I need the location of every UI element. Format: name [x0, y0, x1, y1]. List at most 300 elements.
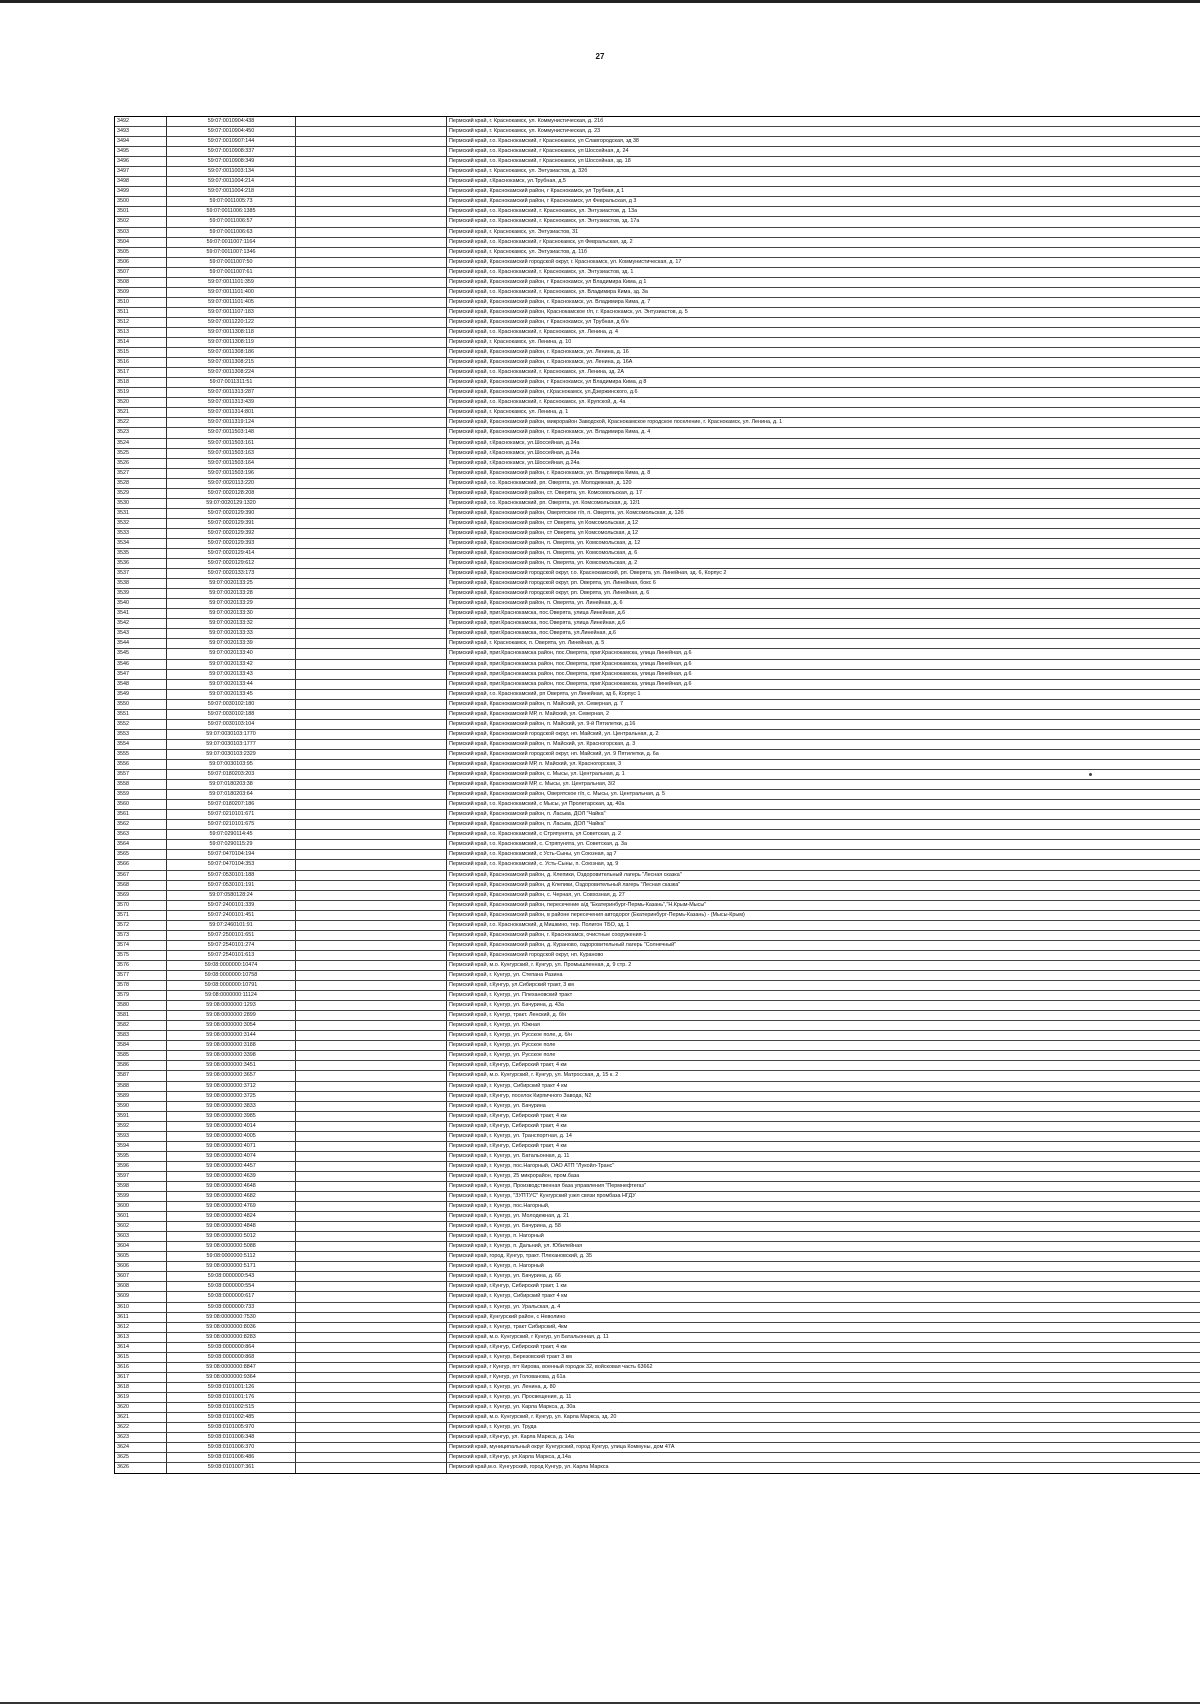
address-cell: Пермский край, г. Краснокамск, ул. Энтузиастов, 31: [449, 228, 579, 235]
row-number-cell: 3561: [115, 810, 167, 819]
row-number-cell: 3493: [115, 127, 167, 136]
address-cell: Пермский край, г. Кунгур, ул. Русское поле: [449, 1052, 556, 1059]
cadastral-number-cell: 59:08:0000000:4848: [167, 1222, 296, 1231]
address-cell: Пермский край, Краснокамский район, п. Оверята, ул. Комсомольская, д. 6: [449, 550, 638, 557]
empty-cell: [296, 891, 447, 900]
row-number-cell: 3521: [115, 408, 167, 417]
table-row: [115, 378, 1200, 388]
table-row: [115, 1122, 1200, 1132]
table-row: [115, 1102, 1200, 1112]
empty-cell: [296, 408, 447, 417]
address-cell: Пермский край, Краснокамский район, Оверятское г/п, п. Оверята, ул. Комсомольская, д. 12б: [449, 509, 684, 516]
row-number-cell: 3618: [115, 1383, 167, 1392]
address-cell: Пермский край, Краснокамский городской округ, рп. Оверята, ул. Линейная, бокс 6: [449, 580, 656, 587]
cadastral-number-cell: 59:08:0000000:10791: [167, 981, 296, 990]
address-cell: Пермский край,м.о. Кунгурский, город Кунгур, ул. Карла Маркса: [449, 1464, 609, 1471]
table-row: [115, 649, 1200, 659]
row-number-cell: 3572: [115, 921, 167, 930]
address-cell: Пермский край, приг.Краснокамска район, пос.Оверята, приг.Краснокамска, улица Линейная, д.6: [449, 660, 692, 667]
row-number-cell: 3541: [115, 609, 167, 618]
cadastral-number-cell: 59:07:0030102:180: [167, 700, 296, 709]
table-row: [115, 740, 1200, 750]
address-cell: Пермский край, приг.Краснокамска, пос.Оверята, улица Линейная, д.6: [449, 610, 626, 617]
address-cell: Пермский край, Краснокамский район, п. Оверята, ул. Линейная, д. 6: [449, 600, 623, 607]
address-cell: Пермский край, г. Кунгур, Производственная база управления "Пермнефтегаз": [449, 1182, 646, 1189]
empty-cell: [296, 1413, 447, 1422]
address-cell: Пермский край, Краснокамский район, г. Краснокамск, ул. Ленина, д. 16А: [449, 359, 633, 366]
cadastral-number-cell: 59:07:0030103:2329: [167, 750, 296, 759]
empty-cell: [296, 1252, 447, 1261]
table-row: [115, 790, 1200, 800]
empty-cell: [296, 137, 447, 146]
address-cell: Пермский край, приг.Краснокамска, пос.Оверята, улица Линейная, д.6: [449, 620, 626, 627]
empty-cell: [296, 589, 447, 598]
row-number-cell: 3532: [115, 519, 167, 528]
empty-cell: [296, 1102, 447, 1111]
row-number-cell: 3528: [115, 479, 167, 488]
table-row: [115, 1443, 1200, 1453]
empty-cell: [296, 479, 447, 488]
row-number-cell: 3619: [115, 1393, 167, 1402]
empty-cell: [296, 1162, 447, 1171]
table-row: [115, 629, 1200, 639]
table-row: [115, 1363, 1200, 1373]
address-cell: Пермский край, г.Кунгур, Сибирский тракт, 1 км: [449, 1283, 567, 1290]
table-row: [115, 700, 1200, 710]
address-cell: Пермский край, г.Краснокамск, ул.Шоссейная, д.24а: [449, 459, 580, 466]
address-cell: Пермский край, г. Кунгур, ул. Бачурина, д. 66: [449, 1273, 561, 1280]
empty-cell: [296, 308, 447, 317]
address-cell: Пермский край, Краснокамский район, ст Оверята, ул Комсомольская, д 12: [449, 529, 639, 536]
row-number-cell: 3503: [115, 228, 167, 237]
table-row: [115, 1453, 1200, 1463]
address-cell: Пермский край, г.о. Краснокамский, с Мысы, ул Пролетарская, зд. 40а: [449, 801, 625, 808]
row-number-cell: 3492: [115, 117, 167, 126]
empty-cell: [296, 1202, 447, 1211]
row-number-cell: 3553: [115, 730, 167, 739]
address-cell: Пермский край, г.о. Краснокамский, г Краснокамск, ул Шоссейная, д. 24: [449, 148, 629, 155]
table-row: [115, 1343, 1200, 1353]
address-cell: Пермский край, Краснокамский район, микрорайон Заводской, Краснокамское городское поселение, г. Краснокамск, ул. Ленина, д. 1: [449, 419, 783, 426]
cadastral-number-cell: 59:07:0011308:224: [167, 368, 296, 377]
address-cell: Пермский край, г.о. Краснокамский, г. Краснокамск, ул. Ленина, д. 4: [449, 328, 619, 335]
cadastral-number-cell: 59:08:0000000:4014: [167, 1122, 296, 1131]
empty-cell: [296, 991, 447, 1000]
empty-cell: [296, 519, 447, 528]
table-row: [115, 187, 1200, 197]
row-number-cell: 3617: [115, 1373, 167, 1382]
cadastral-number-cell: 59:08:0000000:4005: [167, 1132, 296, 1141]
empty-cell: [296, 288, 447, 297]
address-cell: Пермский край, г.о. Краснокамский, с Стряпунята, ул Советская, д. 2: [449, 831, 622, 838]
address-cell: Пермский край, г.о. Краснокамский, г. Краснокамск, ул. Крупской, д. 4а: [449, 399, 626, 406]
empty-cell: [296, 609, 447, 618]
empty-cell: [296, 268, 447, 277]
cadastral-number-cell: 59:08:0000000:5012: [167, 1232, 296, 1241]
table-row: [115, 348, 1200, 358]
row-number-cell: 3519: [115, 388, 167, 397]
row-number-cell: 3615: [115, 1353, 167, 1362]
row-number-cell: 3516: [115, 358, 167, 367]
cadastral-number-cell: 59:07:0011313:287: [167, 388, 296, 397]
row-number-cell: 3539: [115, 589, 167, 598]
address-cell: Пермский край, г.Краснокамск, ул.Трубная, д.5: [449, 178, 566, 185]
address-cell: Пермский край, г.о. Краснокамский, г. Краснокамск, ул. Энтузиастов, д. 13а: [449, 208, 638, 215]
row-number-cell: 3620: [115, 1403, 167, 1412]
address-cell: Пермский край, Краснокамский район, г.Краснокамск, ул.Дзержинского, д.6: [449, 389, 638, 396]
address-cell: Пермский край, г. Кунгур, ул. Бачурина: [449, 1102, 546, 1109]
table-row: [115, 117, 1200, 127]
table-row: [115, 921, 1200, 931]
cadastral-number-cell: 59:08:0000000:868: [167, 1353, 296, 1362]
cadastral-number-cell: 59:08:0000000:3985: [167, 1112, 296, 1121]
address-cell: Пермский край, г. Кунгур, ул. Молодежная, д. 21: [449, 1213, 570, 1220]
table-row: [115, 1192, 1200, 1202]
empty-cell: [296, 1423, 447, 1432]
cadastral-number-cell: 59:08:0000000:4824: [167, 1212, 296, 1221]
cadastral-number-cell: 59:07:0580128:24: [167, 891, 296, 900]
cadastral-number-cell: 59:08:0000000:543: [167, 1272, 296, 1281]
row-number-cell: 3577: [115, 971, 167, 980]
table-row: [115, 358, 1200, 368]
address-cell: Пермский край, Краснокамский район, д Клепики, Оздоровительный лагерь "Лесная сказка": [449, 881, 681, 888]
table-row: [115, 961, 1200, 971]
cadastral-number-cell: 59:07:0011007:50: [167, 258, 296, 267]
table-row: [115, 1132, 1200, 1142]
address-cell: Пермский край, г.Краснокамск, ул.Шоссейная, д.24а: [449, 449, 580, 456]
row-number-cell: 3497: [115, 167, 167, 176]
row-number-cell: 3580: [115, 1001, 167, 1010]
table-row: [115, 217, 1200, 227]
cadastral-number-cell: 59:07:0290115:29: [167, 840, 296, 849]
table-row: [115, 469, 1200, 479]
row-number-cell: 3574: [115, 941, 167, 950]
cadastral-number-cell: 59:08:0000000:8283: [167, 1333, 296, 1342]
cadastral-number-cell: 59:07:2540101:613: [167, 951, 296, 960]
empty-cell: [296, 1061, 447, 1070]
row-number-cell: 3523: [115, 428, 167, 437]
row-number-cell: 3510: [115, 298, 167, 307]
row-number-cell: 3588: [115, 1082, 167, 1091]
table-row: [115, 810, 1200, 820]
table-row: [115, 891, 1200, 901]
empty-cell: [296, 619, 447, 628]
row-number-cell: 3616: [115, 1363, 167, 1372]
cadastral-number-cell: 59:07:0011003:134: [167, 167, 296, 176]
row-number-cell: 3527: [115, 469, 167, 478]
empty-cell: [296, 710, 447, 719]
table-row: [115, 248, 1200, 258]
address-cell: Пермский край, г.о. Краснокамский, с Усть-Сыны, ул Союзная, зд 7: [449, 851, 617, 858]
empty-cell: [296, 177, 447, 186]
address-cell: Пермский край, г.Кунгур, Сибирский тракт, 4 км: [449, 1062, 567, 1069]
table-row: [115, 1463, 1200, 1473]
row-number-cell: 3535: [115, 549, 167, 558]
empty-cell: [296, 1453, 447, 1462]
empty-cell: [296, 1313, 447, 1322]
empty-cell: [296, 981, 447, 990]
row-number-cell: 3500: [115, 197, 167, 206]
empty-cell: [296, 1282, 447, 1291]
cadastral-number-cell: 59:07:0020129:612: [167, 559, 296, 568]
row-number-cell: 3562: [115, 820, 167, 829]
cadastral-number-cell: 59:08:0000000:4769: [167, 1202, 296, 1211]
row-number-cell: 3505: [115, 248, 167, 257]
empty-cell: [296, 881, 447, 890]
row-number-cell: 3594: [115, 1142, 167, 1151]
empty-cell: [296, 941, 447, 950]
cadastral-number-cell: 59:07:0020128:208: [167, 489, 296, 498]
row-number-cell: 3611: [115, 1313, 167, 1322]
table-row: [115, 529, 1200, 539]
row-number-cell: 3549: [115, 690, 167, 699]
row-number-cell: 3570: [115, 901, 167, 910]
address-cell: Пермский край, г. Кунгур, "ЗУПТУС" Кунгурский узел связи промбаза НГДУ: [449, 1193, 636, 1200]
cadastral-number-cell: 59:07:0011006:57: [167, 217, 296, 226]
empty-cell: [296, 1222, 447, 1231]
address-cell: Пермский край, г. Краснокамск, п. Оверята, ул. Линейная, д. 5: [449, 640, 605, 647]
table-row: [115, 1383, 1200, 1393]
table-row: [115, 1313, 1200, 1323]
table-row: [115, 428, 1200, 438]
cadastral-number-cell: 59:08:0000000:4648: [167, 1182, 296, 1191]
table-row: [115, 328, 1200, 338]
cadastral-number-cell: 59:07:0011101:400: [167, 288, 296, 297]
empty-cell: [296, 871, 447, 880]
table-row: [115, 539, 1200, 549]
empty-cell: [296, 1383, 447, 1392]
row-number-cell: 3544: [115, 639, 167, 648]
row-number-cell: 3610: [115, 1303, 167, 1312]
address-cell: Пермский край, Краснокамский район, п. Майский, ул. Северная, д. 7: [449, 700, 624, 707]
address-cell: Пермский край, Краснокамский городской округ, г. Краснокамск, ул. Коммунистическая, д. 17: [449, 258, 682, 265]
row-number-cell: 3545: [115, 649, 167, 658]
empty-cell: [296, 238, 447, 247]
row-number-cell: 3542: [115, 619, 167, 628]
cadastral-number-cell: 59:08:0101001:176: [167, 1393, 296, 1402]
row-number-cell: 3607: [115, 1272, 167, 1281]
table-row: [115, 589, 1200, 599]
row-number-cell: 3621: [115, 1413, 167, 1422]
empty-cell: [296, 599, 447, 608]
table-row: [115, 639, 1200, 649]
cadastral-number-cell: 59:07:0011005:73: [167, 197, 296, 206]
empty-cell: [296, 1433, 447, 1442]
table-row: [115, 860, 1200, 870]
cadastral-number-cell: 59:07:0011314:801: [167, 408, 296, 417]
table-row: [115, 398, 1200, 408]
table-row: [115, 1393, 1200, 1403]
cadastral-number-cell: 59:07:0030103:1770: [167, 730, 296, 739]
row-number-cell: 3509: [115, 288, 167, 297]
empty-cell: [296, 439, 447, 448]
table-row: [115, 197, 1200, 207]
address-cell: Пермский край, Краснокамский городской округ, рп. Оверята, ул. Линейная, д. 6: [449, 590, 650, 597]
cadastral-number-cell: 59:07:0030103:104: [167, 720, 296, 729]
table-row: [115, 278, 1200, 288]
address-cell: Пермский край, муниципальный округ Кунгурский, город Кунгур, улица Коммуны, дом 47А: [449, 1444, 675, 1451]
cadastral-number-cell: 59:07:0210101:671: [167, 810, 296, 819]
row-number-cell: 3609: [115, 1292, 167, 1301]
row-number-cell: 3576: [115, 961, 167, 970]
row-number-cell: 3596: [115, 1162, 167, 1171]
address-cell: Пермский край, г.Кунгур, ул. Карла Маркса, д. 14а: [449, 1434, 574, 1441]
address-cell: Пермский край, Краснокамский район, г Краснокамск, ул Февральская, д 3: [449, 198, 637, 205]
table-row: [115, 1323, 1200, 1333]
empty-cell: [296, 469, 447, 478]
address-cell: Пермский край, Краснокамский район, п. Майский, ул. 9-й Пятилетки, д.16: [449, 720, 636, 727]
address-cell: Пермский край, г.о. Краснокамский, г. Краснокамск, ул. Ленина, зд. 2А: [449, 369, 625, 376]
table-row: [115, 770, 1200, 780]
row-number-cell: 3575: [115, 951, 167, 960]
empty-cell: [296, 228, 447, 237]
cadastral-number-cell: 59:07:0011503:148: [167, 428, 296, 437]
cadastral-number-cell: 59:07:0020133:45: [167, 690, 296, 699]
table-row: [115, 1282, 1200, 1292]
table-row: [115, 338, 1200, 348]
empty-cell: [296, 398, 447, 407]
address-cell: Пермский край, г.Кунгур, Сибирский тракт, 4 км: [449, 1112, 567, 1119]
cadastral-number-cell: 59:07:0011107:183: [167, 308, 296, 317]
empty-cell: [296, 1082, 447, 1091]
cadastral-number-cell: 59:08:0000000:4639: [167, 1172, 296, 1181]
address-cell: Пермский край, г.о. Краснокамский, г Краснокамск, ул Славгородская, зд 38: [449, 138, 639, 145]
row-number-cell: 3599: [115, 1192, 167, 1201]
empty-cell: [296, 248, 447, 257]
table-row: [115, 780, 1200, 790]
cadastral-number-cell: 59:08:0000000:1293: [167, 1001, 296, 1010]
row-number-cell: 3566: [115, 860, 167, 869]
empty-cell: [296, 1363, 447, 1372]
table-row: [115, 599, 1200, 609]
address-cell: Пермский край, Краснокамский городской округ, г.о. Краснокамский, рп. Оверята, ул. Линейная, зд. 6, Корпус 2: [449, 570, 727, 577]
cadastral-number-cell: 59:07:0020133:28: [167, 589, 296, 598]
address-cell: Пермский край, Краснокамский МР, с. Мысы, ул. Центральная, 3/2: [449, 781, 616, 788]
row-number-cell: 3518: [115, 378, 167, 387]
row-number-cell: 3543: [115, 629, 167, 638]
table-row: [115, 1082, 1200, 1092]
address-cell: Пермский край, г. Кунгур, тракт Сибирский, 4км: [449, 1323, 568, 1330]
row-number-cell: 3525: [115, 449, 167, 458]
table-row: [115, 609, 1200, 619]
address-cell: Пермский край, г. Кунгур, ул. Транспортная, д. 14: [449, 1132, 572, 1139]
table-row: [115, 1373, 1200, 1383]
table-row: [115, 207, 1200, 217]
table-row: [115, 489, 1200, 499]
row-number-cell: 3626: [115, 1463, 167, 1473]
cadastral-number-cell: 59:08:0000000:5171: [167, 1262, 296, 1271]
row-number-cell: 3585: [115, 1051, 167, 1060]
empty-cell: [296, 780, 447, 789]
cadastral-number-cell: 59:07:0011007:1346: [167, 248, 296, 257]
empty-cell: [296, 720, 447, 729]
empty-cell: [296, 740, 447, 749]
address-cell: Пермский край, г.Краснокамск, ул.Шоссейная, д.24а: [449, 439, 580, 446]
cadastral-number-cell: 59:08:0000000:5112: [167, 1252, 296, 1261]
address-cell: Пермский край, г. Краснокамск, ул. Энтузиастов, д. 32б: [449, 168, 588, 175]
row-number-cell: 3550: [115, 700, 167, 709]
row-number-cell: 3608: [115, 1282, 167, 1291]
row-number-cell: 3593: [115, 1132, 167, 1141]
table-row: [115, 931, 1200, 941]
table-row: [115, 177, 1200, 187]
cadastral-number-cell: 59:07:0290114:45: [167, 830, 296, 839]
empty-cell: [296, 911, 447, 920]
row-number-cell: 3524: [115, 439, 167, 448]
row-number-cell: 3538: [115, 579, 167, 588]
address-cell: Пермский край, Краснокамский район, п. Оверята, ул. Комсомольская, д. 2: [449, 560, 638, 567]
cadastral-number-cell: 59:08:0000000:9364: [167, 1373, 296, 1382]
cadastral-number-cell: 59:07:0010907:144: [167, 137, 296, 146]
table-row: [115, 1202, 1200, 1212]
cadastral-number-cell: 59:07:0011503:196: [167, 469, 296, 478]
table-row: [115, 388, 1200, 398]
cadastral-number-cell: 59:08:0101002:515: [167, 1403, 296, 1412]
cadastral-number-cell: 59:08:0000000:3712: [167, 1082, 296, 1091]
cadastral-number-cell: 59:07:0011308:119: [167, 338, 296, 347]
empty-cell: [296, 217, 447, 226]
address-cell: Пермский край, г. Кунгур, ул. Карла Маркса, д. 30а: [449, 1404, 576, 1410]
table-row: [115, 238, 1200, 248]
empty-cell: [296, 187, 447, 196]
cadastral-number-cell: 59:07:0010904:450: [167, 127, 296, 136]
empty-cell: [296, 549, 447, 558]
table-row: [115, 268, 1200, 278]
table-row: [115, 298, 1200, 308]
row-number-cell: 3622: [115, 1423, 167, 1432]
address-cell: Пермский край, Краснокамский район, пересечение а/д "Екатеринбург-Пермь-Казань","Н.Крым-Мысы": [449, 901, 707, 908]
cadastral-number-cell: 59:08:0101006:370: [167, 1443, 296, 1452]
table-row: [115, 750, 1200, 760]
row-number-cell: 3540: [115, 599, 167, 608]
row-number-cell: 3551: [115, 710, 167, 719]
cadastral-number-cell: 59:07:0011311:51: [167, 378, 296, 387]
table-row: [115, 1353, 1200, 1363]
address-cell: Пермский край, Краснокамский район, д. Кураново, оздоровительный лагерь "Солнечный": [449, 941, 677, 948]
cadastral-number-cell: 59:07:2400101:451: [167, 911, 296, 920]
empty-cell: [296, 298, 447, 307]
row-number-cell: 3604: [115, 1242, 167, 1251]
empty-cell: [296, 760, 447, 769]
cadastral-number-cell: 59:08:0000000:7530: [167, 1313, 296, 1322]
cadastral-number-cell: 59:07:0180203:203: [167, 770, 296, 779]
cadastral-number-cell: 59:07:0180203:64: [167, 790, 296, 799]
address-cell: Пермский край, г. Кунгур, ул. Степана Разина: [449, 971, 563, 978]
cadastral-number-cell: 59:07:0011006:1385: [167, 207, 296, 216]
empty-cell: [296, 1323, 447, 1332]
address-cell: Пермский край, г.о. Краснокамский, г Краснокамск, ул Шоссейная, зд. 18: [449, 158, 631, 165]
address-cell: Пермский край, г. Кунгур, тракт. Ленский, д. б/н: [449, 1012, 567, 1019]
address-cell: Пермский край, г.о. Краснокамский, с. Стряпунята, ул. Советская, д. 3а: [449, 841, 628, 848]
empty-cell: [296, 207, 447, 216]
table-row: [115, 1071, 1200, 1081]
cadastral-number-cell: 59:07:0020133:30: [167, 609, 296, 618]
address-cell: Пермский край, Краснокамский район, п. Майский, ул. Красногорская, д. 3: [449, 740, 636, 747]
row-number-cell: 3495: [115, 147, 167, 156]
row-number-cell: 3531: [115, 509, 167, 518]
empty-cell: [296, 730, 447, 739]
row-number-cell: 3522: [115, 418, 167, 427]
row-number-cell: 3512: [115, 318, 167, 327]
empty-cell: [296, 770, 447, 779]
empty-cell: [296, 1001, 447, 1010]
row-number-cell: 3547: [115, 670, 167, 679]
row-number-cell: 3511: [115, 308, 167, 317]
cadastral-number-cell: 59:07:0011503:164: [167, 459, 296, 468]
address-cell: Пермский край, Краснокамский район, г Краснокамск, ул Владимира Кима, д 1: [449, 278, 647, 285]
table-row: [115, 258, 1200, 268]
cadastral-number-cell: 59:08:0000000:4071: [167, 1142, 296, 1151]
